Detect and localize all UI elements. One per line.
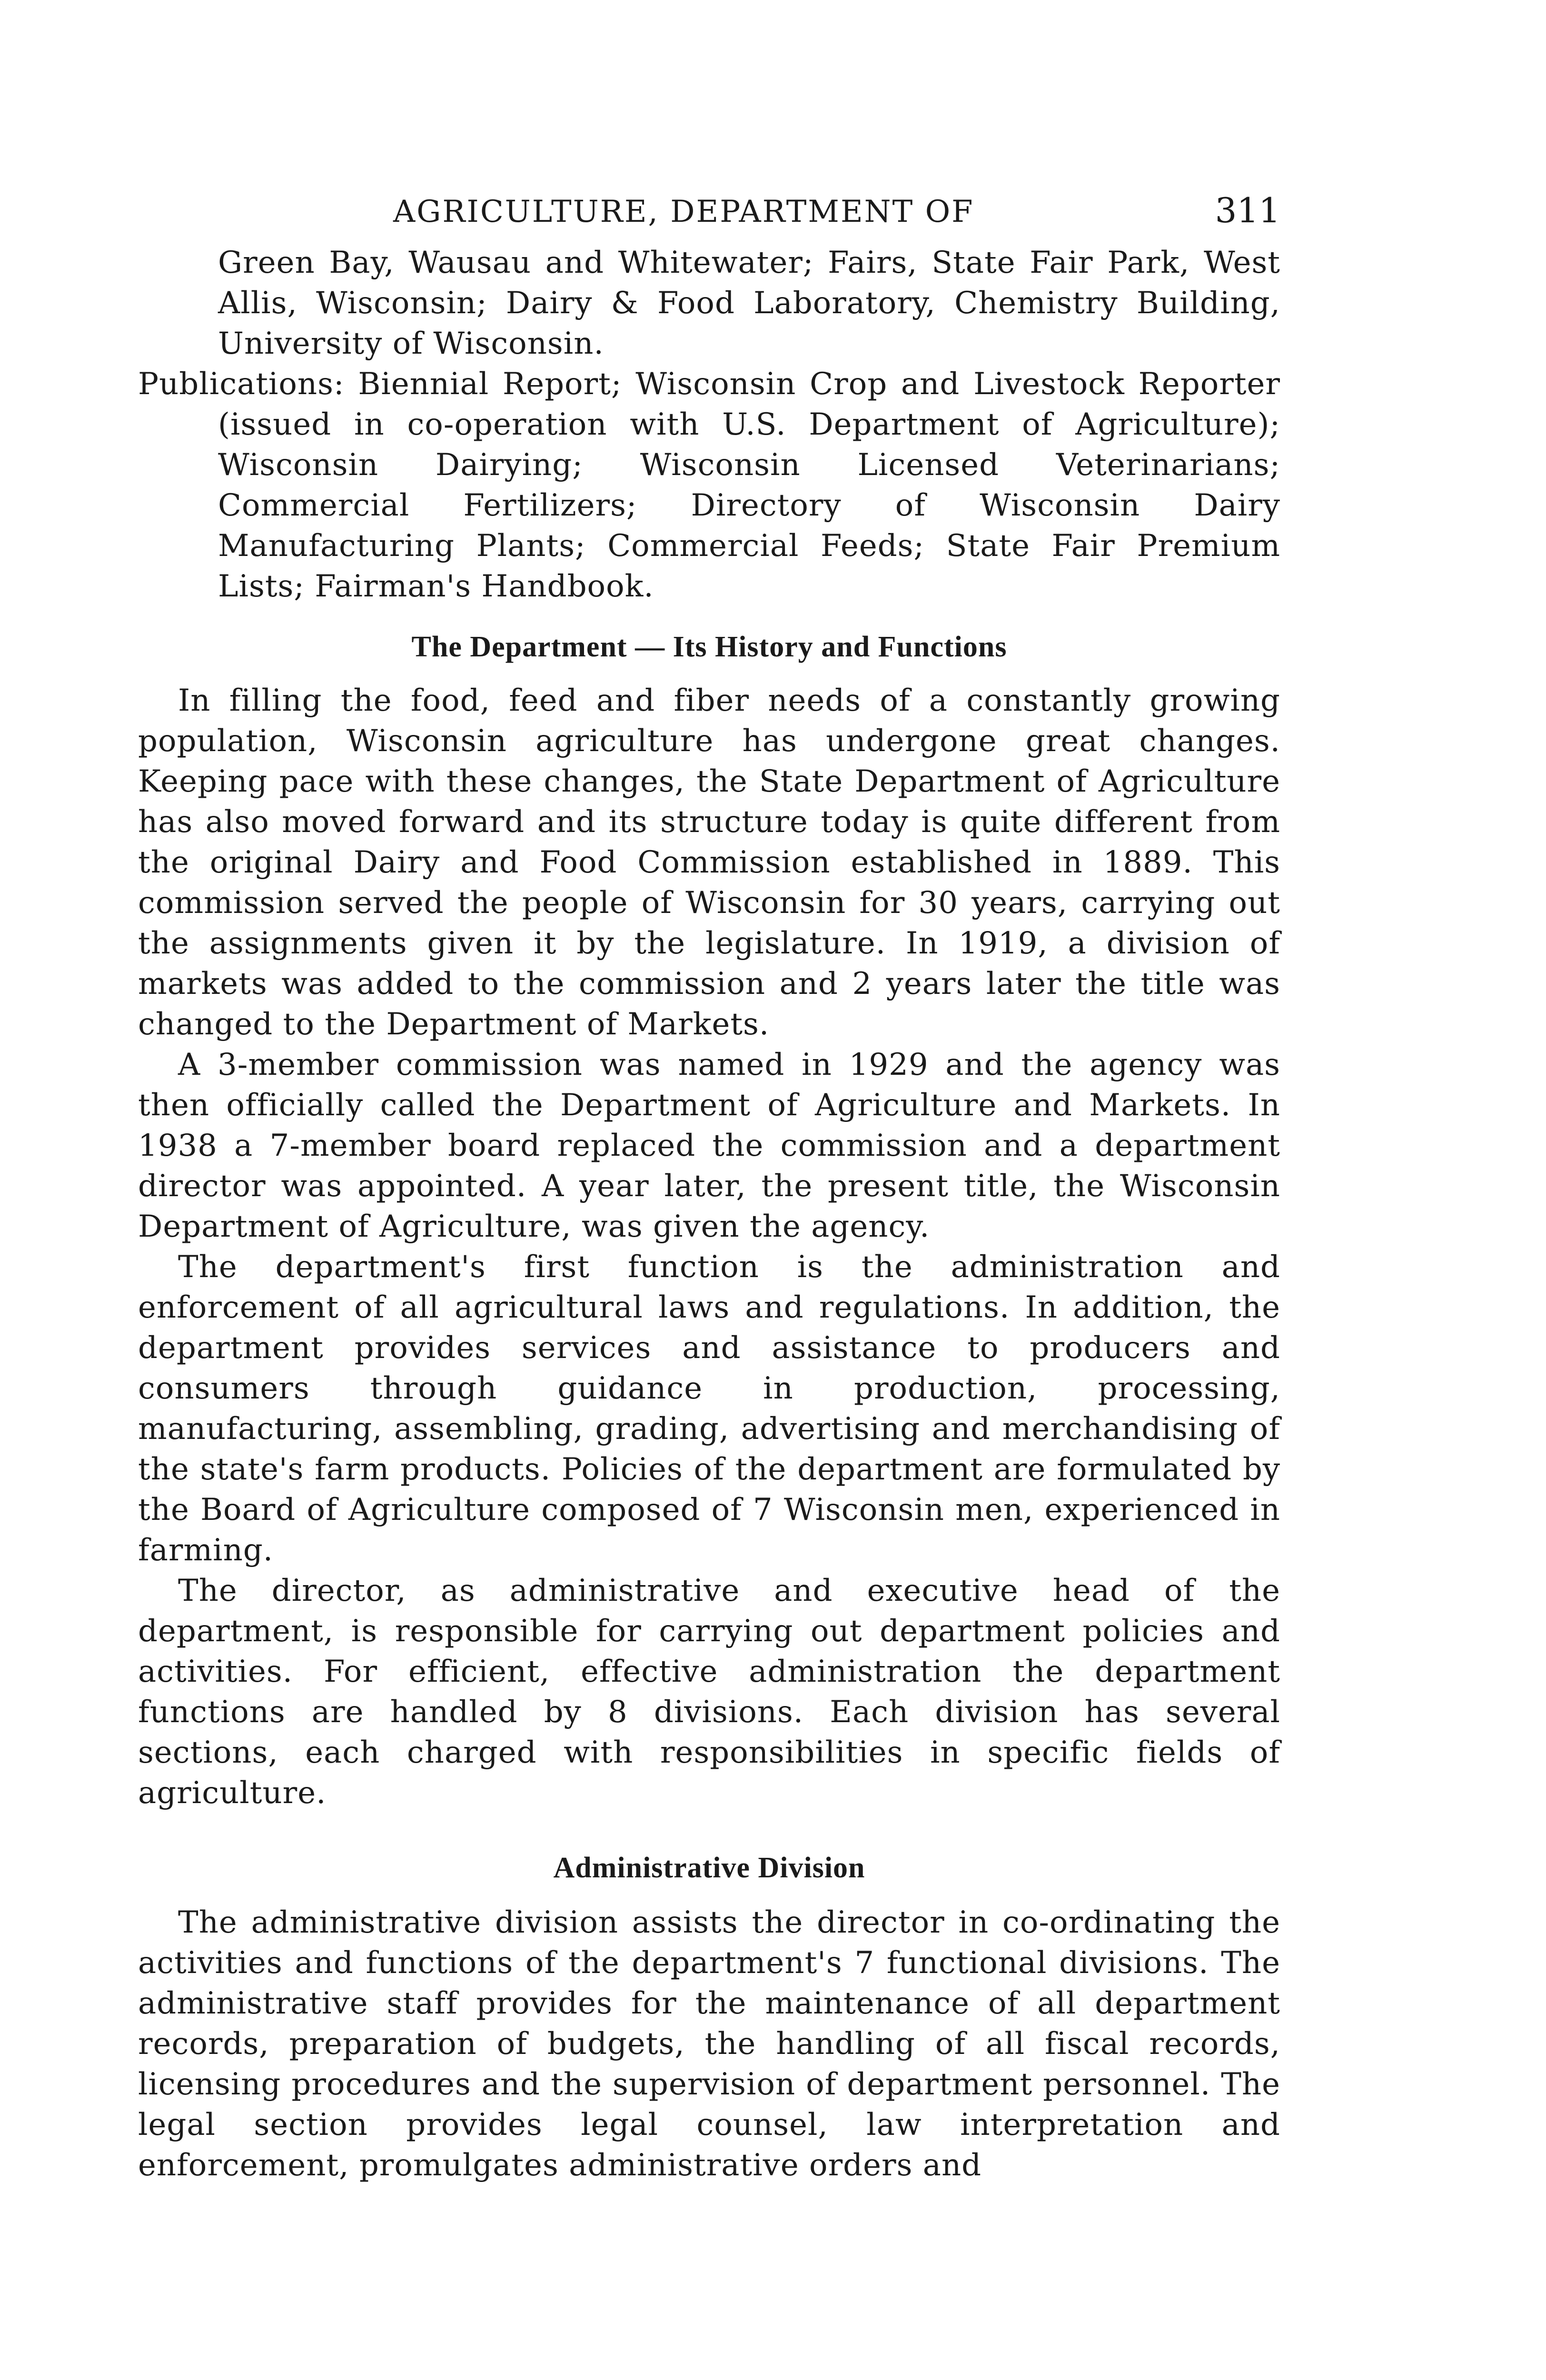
running-header bbox=[138, 190, 1280, 243]
body-text bbox=[138, 243, 1280, 2186]
paragraph-history-3: The department's first function is the administration and enforcement of all agricultural laws and regulations. In addition, the department provides services and assistance to producers and consumers through guidance in production, processing, manufacturing, assembling, grading, advertising and merchandising of the state's farm products. Policies of the department are formulated by the Board of Agriculture composed of 7 Wisconsin men, experienced in farming. bbox=[138, 1250, 1280, 1568]
section-heading-administrative: Administrative Division bbox=[553, 1852, 865, 1884]
paragraph-administrative-1: The administrative division assists the director in co-ordinating the activities and functions of the department's 7 functional divisions. The administrative staff provides for the maintenance of all department records, preparation of budgets, the handling of all fiscal records, licensing procedures and the supervision of department personnel. The legal section provides legal counsel, law interpretation and enforcement, promulgates administrative orders and bbox=[138, 1905, 1280, 2183]
paragraph-history-1: In filling the food, feed and fiber needs of a constantly growing population, Wisconsin agriculture has undergone great changes. Keeping pace with these changes, the State Department of Agriculture has also moved forward and its structure today is quite different from the original Dairy and Food Commission established in 1889. This commission served the people of Wisconsin for 30 years, carrying out the assignments given it by the legislature. In 1919, a division of markets was added to the commission and 2 years later the title was changed to the Department of Markets. bbox=[138, 683, 1280, 1042]
running-title: AGRICULTURE, DEPARTMENT OF bbox=[393, 194, 974, 229]
publications-entry: Publications: Biennial Report; Wisconsin Crop and Livestock Reporter (issued in co-operation with U.S. Department of Agriculture); Wisconsin Dairying; Wisconsin Licensed Veterinarians; Commercial Fertilizers; Directory of Wisconsin Dairy Manufacturing Plants; Commercial Feeds; State Fair Premium Lists; Fairman's Handbook. bbox=[138, 367, 1280, 604]
locations-continued: Green Bay, Wausau and Whitewater; Fairs, State Fair Park, West Allis, Wisconsin; Dairy & Food Laboratory, Chemistry Building, University of Wisconsin. bbox=[218, 245, 1280, 361]
paragraph-history-4: The director, as administrative and executive head of the department, is responsible for carrying out department policies and activities. For efficient, effective administration the department functions are handled by 8 divisions. Each division has several sections, each charged with responsibilities in specific fields of agriculture. bbox=[138, 1573, 1280, 1811]
document-page bbox=[138, 190, 1280, 2186]
section-heading-history: The Department — Its History and Functions bbox=[411, 631, 1007, 663]
paragraph-history-2: A 3-member commission was named in 1929 and the agency was then officially called the Department of Agriculture and Markets. In 1938 a 7-member board replaced the commission and a department director was appointed. A year later, the present title, the Wisconsin Department of Agriculture, was given the agency. bbox=[138, 1047, 1280, 1244]
page-number: 311 bbox=[1215, 190, 1280, 230]
